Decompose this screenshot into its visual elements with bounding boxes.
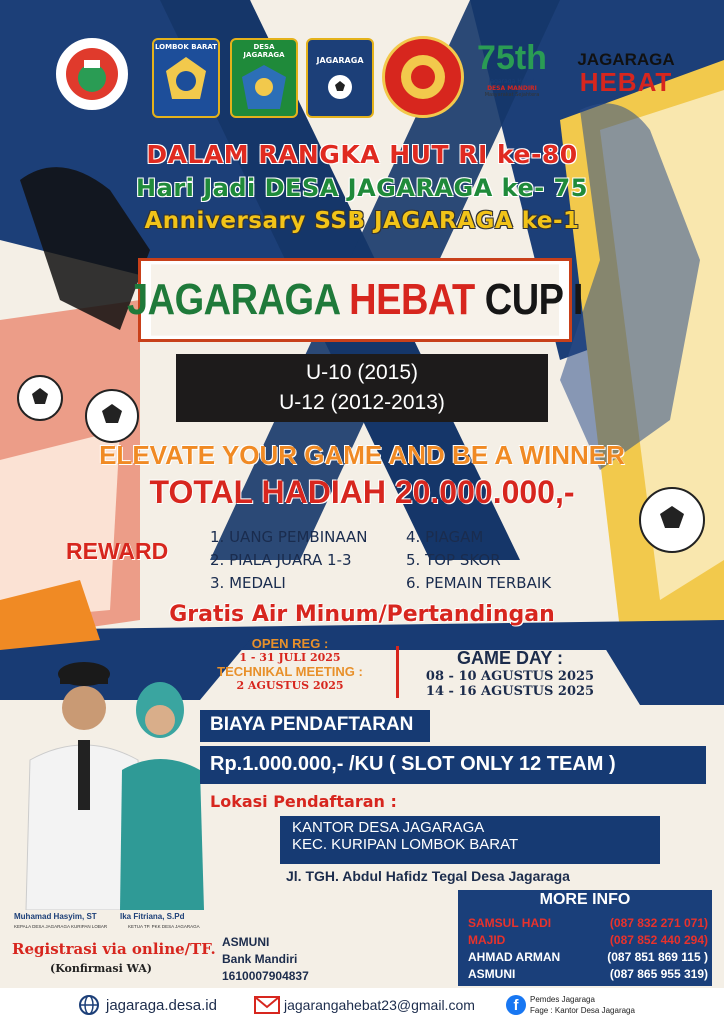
official-name-2: Ika Fitriana, S.Pd [120,912,185,921]
event-title: JAGARAGA HEBAT CUP I [151,264,559,335]
reward-item: 6. PEMAIN TERBAIK [406,574,552,592]
location-label: Lokasi Pendaftaran : [210,792,397,811]
jagaraga-football-logo: JAGARAGA [306,38,374,118]
fee-amount-band: Rp.1.000.000,- /KU ( SLOT ONLY 12 TEAM ) [200,746,706,784]
reward-item: 4. PIAGAM [406,528,484,546]
contact-row: MAJID (087 852 440 294) [468,933,708,947]
kemendes-logo [54,36,130,112]
contact-row: SAMSUL HADI (087 832 271 071) [468,916,708,930]
reward-item: 1. UANG PEMBINAAN [210,528,368,546]
facebook-icon: f [506,995,526,1015]
contact-row: AHMAD ARMAN (087 851 869 115 ) [468,950,708,964]
footer [0,988,724,1024]
official-role-1: KEPALA DESA JAGARAGA KURIPAN LOBAR [14,924,108,929]
registration-line: Registrasi via online/TF. [12,940,216,958]
desa-jagaraga-logo: DESA JAGARAGA [230,38,298,118]
reward-label: REWARD [66,538,169,564]
reward-item: 2. PIALA JUARA 1-3 [210,551,352,569]
jagaraga-hebat-brand: JAGARAGA HEBAT [577,50,675,97]
email-link[interactable]: jagarangahebat23@gmail.com [284,997,475,1013]
anniversary-75-logo: 75th Jagaraga Hebat DESA MANDIRI Masyarakat Sejahtera [477,39,547,98]
location-box: KANTOR DESA JAGARAGA KEC. KURIPAN LOMBOK BARAT [280,816,660,864]
contact-row: ASMUNI (087 865 955 319) [468,967,708,981]
official-name-1: Muhamad Hasyim, ST [14,912,97,921]
fee-label-band: BIAYA PENDAFTARAN [200,710,430,742]
facebook-info[interactable]: Pemdes Jagaraga Fage : Kantor Desa Jagaraga [530,995,635,1015]
total-prize: TOTAL HADIAH 20.000.000,- [149,474,575,510]
headline-hut-ri: DALAM RANGKA HUT RI ke-80 [146,140,578,169]
reward-item: 5. TOP SKOR [406,551,501,569]
headline-anniversary: Anniversary SSB JAGARAGA ke-1 [144,208,580,234]
reward-item: 3. MEDALI [210,574,286,592]
schedule-divider [396,646,399,698]
officials-photo [10,660,210,910]
more-info-box: MORE INFO [458,890,712,986]
official-role-2: KETUA TP. PKK DESA JAGARAGA [128,924,200,929]
registration-confirm: (Konfirmasi WA) [50,962,153,975]
globe-icon [78,994,100,1016]
bank-info: ASMUNI Bank Mandiri 1610007904837 [222,935,309,983]
reward-list-left [210,526,368,595]
free-drink-banner: Gratis Air Minum/Pertandingan [169,602,555,627]
red-emblem-logo [382,36,464,118]
event-title-box [127,258,583,342]
tagline: ELEVATE YOUR GAME AND BE A WINNER [99,440,625,470]
location-address: Jl. TGH. Abdul Hafidz Tegal Desa Jagaraga [286,868,570,884]
schedule-right: GAME DAY : 08 - 10 AGUSTUS 2025 14 - 16 AGUSTUS 2025 [425,648,595,699]
website-link[interactable]: jagaraga.desa.id [106,997,217,1014]
lombok-barat-logo: LOMBOK BARAT [152,38,220,118]
schedule-left: OPEN REG : 1 - 31 JULI 2025 TECHNIKAL MEETING : 2 AGUSTUS 2025 [217,636,363,692]
mail-icon [254,996,280,1014]
headline-hari-jadi: Hari Jadi DESA JAGARAGA ke- 75 [136,174,588,202]
age-groups-box: U-10 (2015) U-12 (2012-2013) [176,354,548,422]
reward-list-right [406,526,551,595]
